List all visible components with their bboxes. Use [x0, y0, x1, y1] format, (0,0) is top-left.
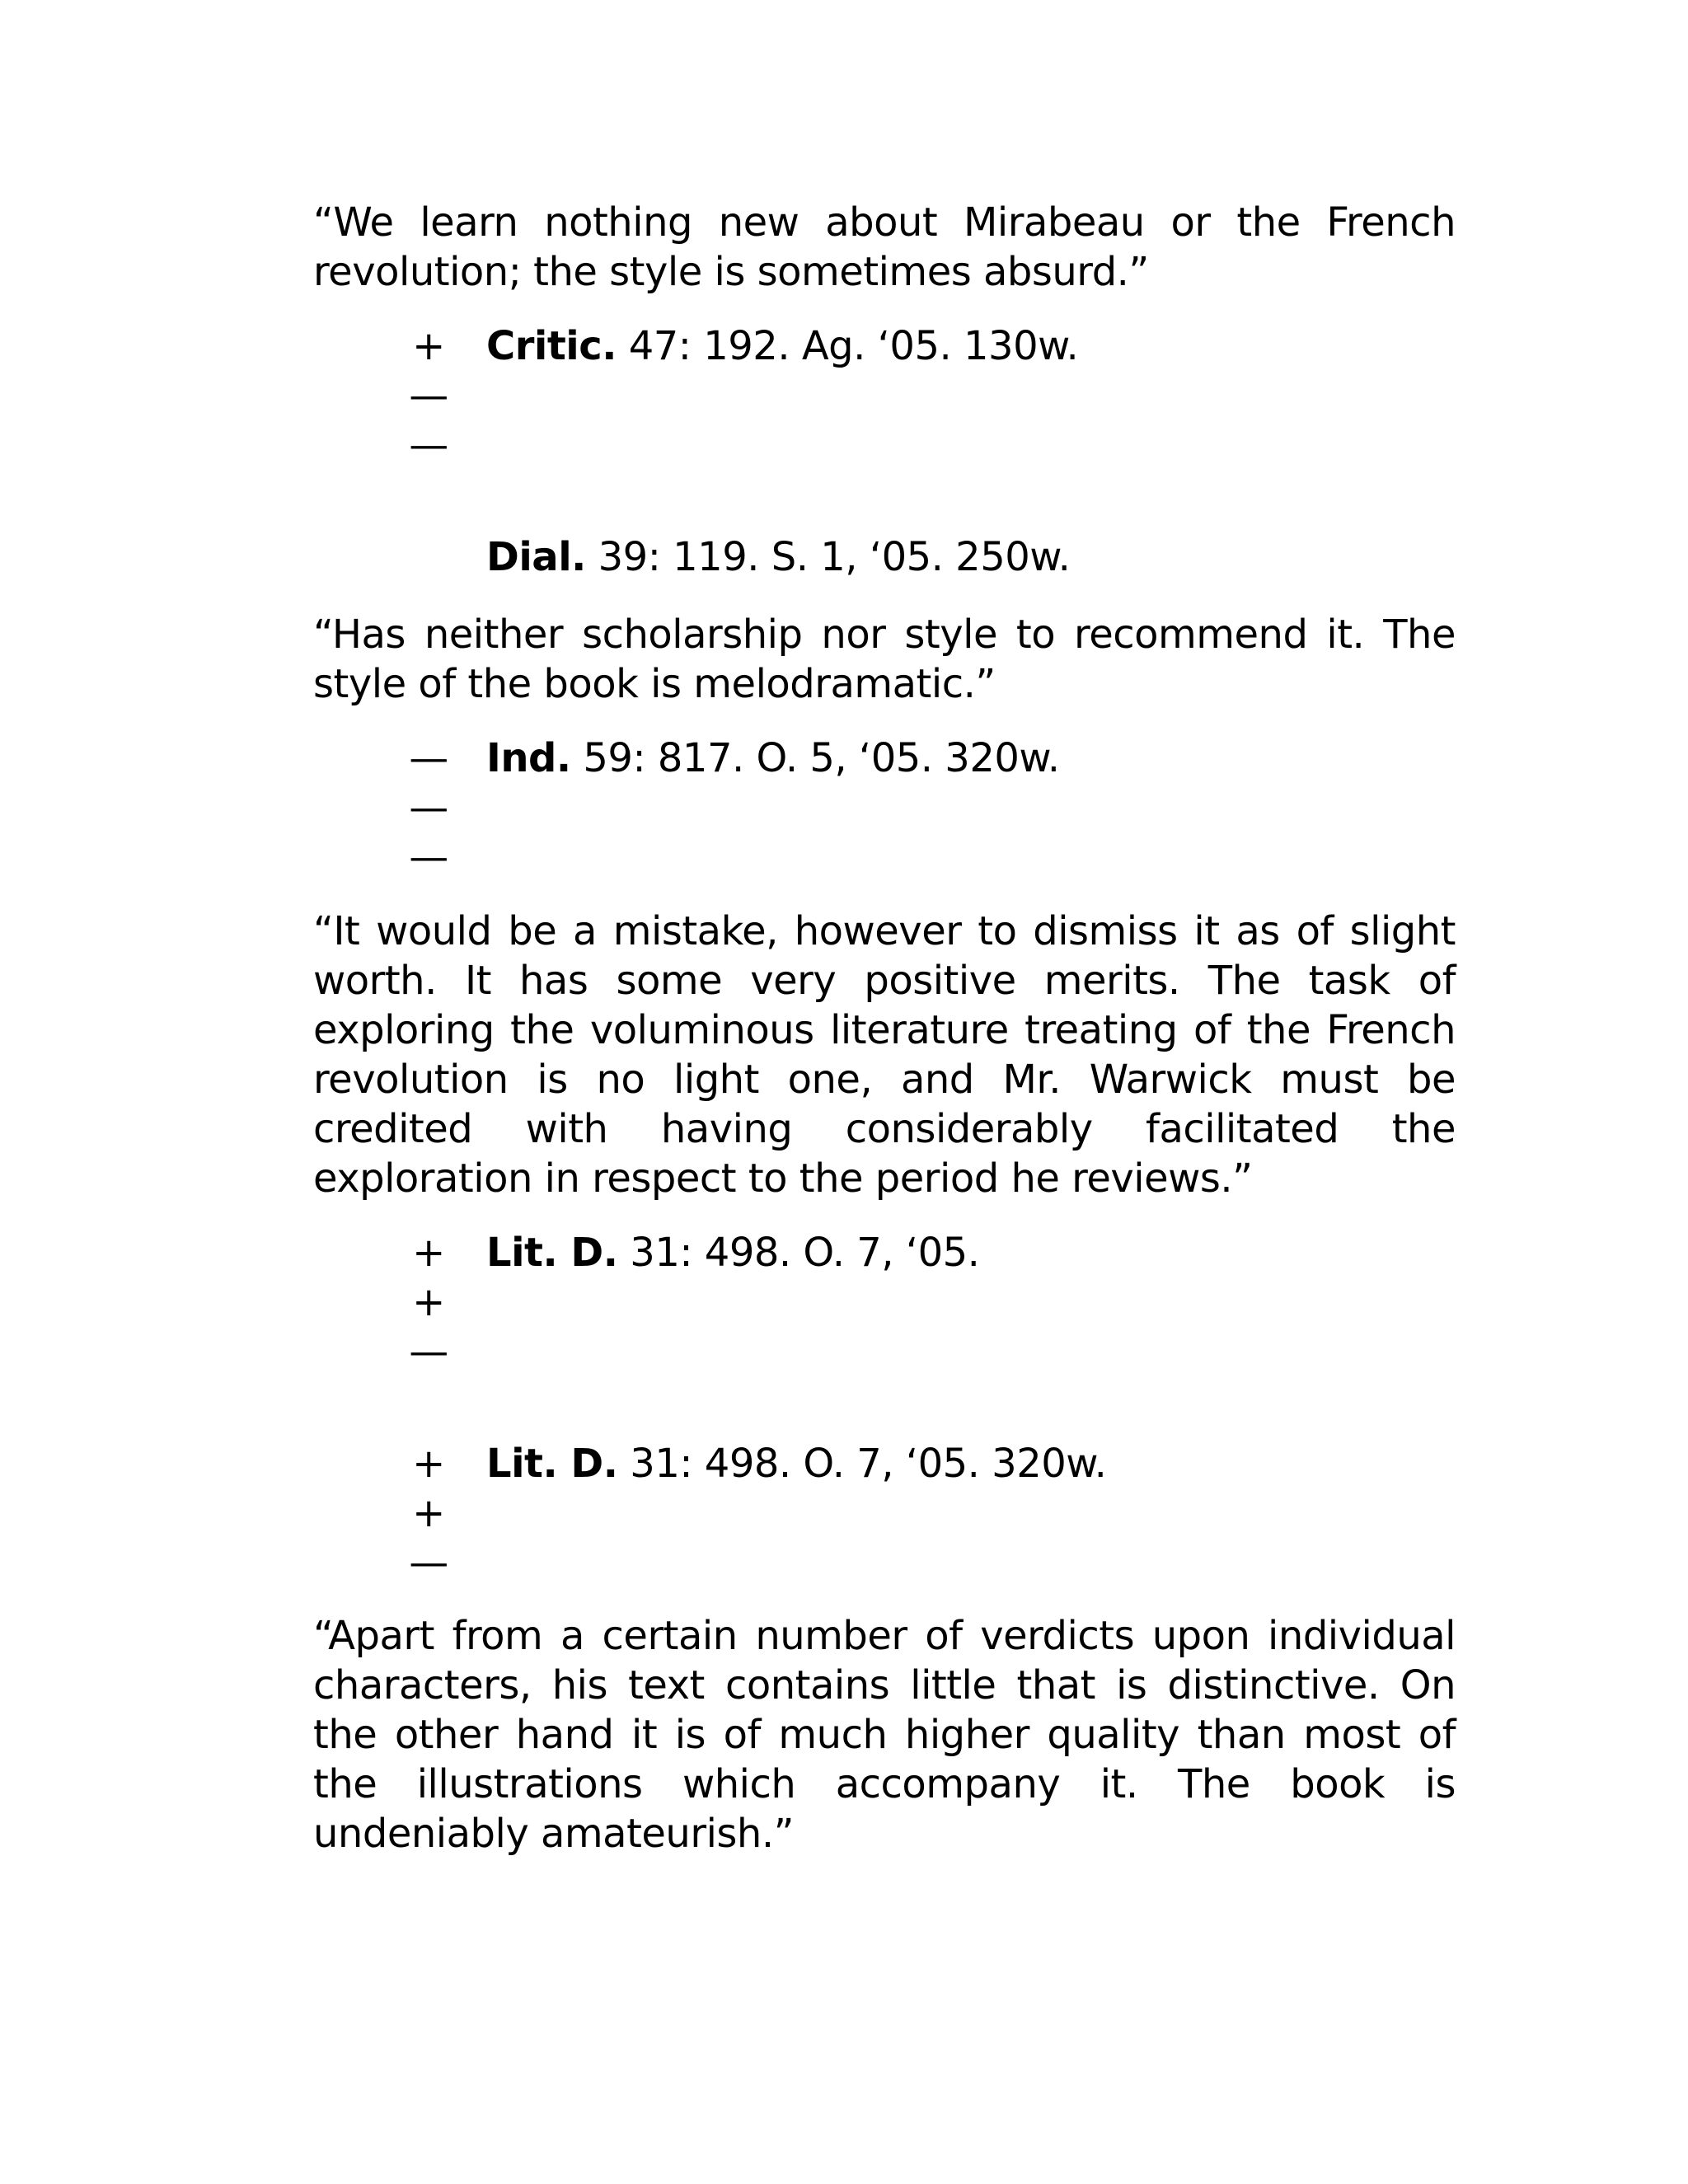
review-quote: “It would be a mistake, however to dismiss it as of slight worth. It has some very positive merits. The task of exploring the voluminous literature treating of the French revolution is no light one, and Mr. Warwick must be credited with having considerably facilitated the exploration in respect to the period he reviews.” [313, 908, 1456, 1202]
citation-source [486, 532, 1070, 582]
review-quote: “We learn nothing new about Mirabeau or the French revolution; the style is sometimes absurd.” [313, 199, 1456, 295]
citation-source [486, 1439, 1106, 1488]
rating-mark: — [409, 1329, 448, 1375]
rating-mark: + [412, 323, 445, 369]
rating-marks [387, 1439, 470, 1587]
rating-mark: — [409, 785, 448, 831]
rating-mark: + [412, 1230, 445, 1276]
rating-mark: — [409, 422, 448, 468]
rating-mark: + [412, 1441, 445, 1487]
citation-source [486, 733, 1060, 783]
review-quote: “Apart from a certain number of verdicts upon individual characters, his text contains little that is distinctive. On the other hand it is of much higher quality than most of the illustrations which accompany it. The book is undeniably amateurish.” [313, 1613, 1456, 1857]
rating-mark: + [412, 1490, 445, 1536]
rating-mark: + [412, 1279, 445, 1325]
citation-source [486, 1228, 979, 1277]
journal-name: Ind. [486, 735, 571, 781]
rating-mark: — [409, 735, 448, 781]
rating-mark: — [409, 834, 448, 880]
journal-name: Lit. D. [486, 1441, 618, 1487]
rating-marks [387, 733, 470, 882]
rating-marks [387, 321, 470, 470]
citation-reference: 31: 498. O. 7, ‘05. [617, 1230, 980, 1276]
rating-mark: — [409, 1540, 448, 1586]
journal-name: Lit. D. [486, 1230, 618, 1276]
review-quote: “Has neither scholarship nor style to recommend it. The style of the book is melodramatic.” [313, 612, 1456, 707]
citation-reference: 31: 498. O. 7, ‘05. 320w. [617, 1441, 1107, 1487]
rating-marks [387, 1228, 470, 1376]
citation-source [486, 321, 1078, 371]
citation-reference: 59: 817. O. 5, ‘05. 320w. [570, 735, 1060, 781]
journal-name: Dial. [486, 534, 586, 580]
citation-reference: 39: 119. S. 1, ‘05. 250w. [585, 534, 1071, 580]
rating-mark: — [409, 373, 448, 419]
journal-name: Critic. [486, 323, 617, 369]
citation-reference: 47: 192. Ag. ‘05. 130w. [616, 323, 1079, 369]
